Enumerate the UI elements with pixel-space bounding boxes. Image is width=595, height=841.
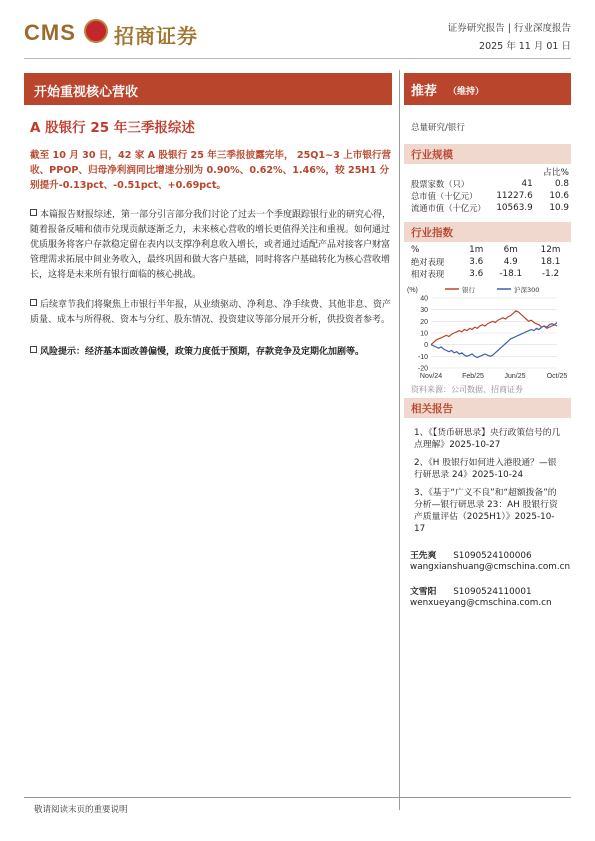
index-chart: [405, 284, 571, 382]
footer-note: 敬请阅读末页的重要说明: [34, 805, 128, 815]
analyst-email[interactable]: wenxueyang@cmschina.com.cn: [410, 598, 552, 608]
bullet-square-icon: [30, 209, 37, 216]
cell: 4.9: [503, 257, 518, 267]
y-tick-label: 10: [420, 330, 428, 338]
y-tick-label: -10: [417, 353, 428, 361]
table-header: [411, 244, 569, 256]
row-value: 41: [521, 179, 533, 189]
bullet-square-icon: [30, 299, 37, 306]
row-label: 相对表现: [411, 269, 445, 279]
legend-label: 沪深300: [514, 286, 540, 294]
doc-type: 证券研究报告 | 行业深度报告: [447, 23, 571, 34]
bullet-item: [30, 208, 394, 283]
column-divider: [399, 70, 400, 810]
row-pct: 10.9: [549, 203, 569, 213]
row-label: 流通市值（十亿元）: [411, 203, 486, 213]
cell: 3.6: [469, 269, 484, 279]
x-tick-label: Oct/25: [546, 373, 568, 380]
scale-table: [411, 165, 569, 214]
row-label: 股票家数（只）: [411, 179, 470, 189]
report-subtitle: A 股银行 25 年三季报综述: [30, 120, 195, 136]
x-tick-label: Jun/25: [504, 373, 526, 380]
bullet-text: 本篇报告财报综述，第一部分引言部分我们讨论了过去一个季度跟踪银行业的研究心得，随着报备反哺和债市兑现贡献逐渐乏力，未来核心营收的增长更值得关注和重视。如何通过优质服务将客户存款稳定留在表内以支撑净利息收入增长，或者通过适配产品对接客户财富管理需求拓展中间业务收入，最终巩固和做大客户基础，同时将客户基础转化为核心营收增长，这将是未来所有银行面临的核心挑战。: [30, 210, 392, 280]
x-tick-label: Feb/25: [462, 373, 484, 380]
row-pct: 10.6: [549, 191, 569, 201]
chart-source: 资料来源：公司数据、招商证券: [411, 385, 523, 394]
table-row: [411, 268, 569, 280]
industry-label: 总量研究/银行: [411, 123, 465, 133]
rating-status: （维持）: [448, 87, 485, 97]
analyst-id: S1090524110001: [453, 587, 532, 597]
analyst-2: [410, 584, 532, 597]
section-title-related: 相关报告: [411, 403, 453, 415]
y-tick-label: 20: [420, 318, 428, 326]
x-tick-label: Nov/24: [419, 373, 443, 380]
logo-company-name: 招商证券: [114, 24, 198, 48]
col-header: 6m: [503, 245, 518, 255]
related-report-item[interactable]: 1、《【货币研思录】央行政策信号的几点理解》2025-10-27: [414, 428, 561, 450]
row-label: 绝对表现: [411, 257, 445, 267]
summary-text: 截至 10 月 30 日，42 家 A 股银行 25 年三季报披露完毕， 25Q1~3 上市银行营收、PPOP、归母净利润同比增速分别为 0.90%、0.62%、1.46%，较 25H1 分别提升-0.13pct、-0.51pct、+0.69pct。: [30, 150, 392, 191]
section-title-index: 行业指数: [411, 227, 453, 239]
related-report-item[interactable]: 2、《H 股银行如何进入港股通？—银行研思录 24》2025-10-24: [414, 458, 557, 480]
bullet-text: 风险提示：经济基本面改善偏慢，政策力度低于预期，存款竞争及定期化加剧等。: [40, 347, 365, 357]
footer-divider: [24, 797, 571, 798]
bullet-item: [30, 298, 394, 328]
col-header: 12m: [540, 245, 561, 255]
y-axis-label: (%): [407, 287, 418, 294]
row-value: 10563.9: [496, 203, 533, 213]
y-tick-label: 0: [424, 342, 428, 350]
scale-header: 占比%: [543, 168, 569, 178]
analyst-1: [410, 548, 532, 561]
row-pct: 0.8: [555, 179, 569, 189]
logo-badge-icon: [84, 19, 108, 43]
cell: -1.2: [541, 269, 560, 279]
cell: 18.1: [540, 257, 561, 267]
y-tick-label: -20: [417, 365, 428, 373]
report-date: 2025 年 11 月 01 日: [479, 41, 571, 52]
series-line-银行: [431, 311, 557, 345]
col-header: 1m: [469, 245, 484, 255]
row-value: 11227.6: [496, 191, 533, 201]
performance-table: [411, 244, 569, 280]
analyst-name: 文雪阳: [410, 587, 437, 597]
analyst-name: 王先爽: [410, 551, 437, 561]
legend-label: 银行: [462, 286, 475, 294]
y-tick-label: 30: [420, 307, 428, 315]
cell: 3.6: [469, 257, 484, 267]
bullet-square-icon: [30, 346, 37, 353]
risk-warning: [30, 345, 394, 360]
table-row: [411, 178, 569, 190]
table-row: [411, 190, 569, 202]
logo-cms: CMS: [24, 20, 76, 45]
series-line-沪深300: [431, 323, 557, 358]
y-tick-label: 40: [420, 295, 428, 303]
table-row: [411, 202, 569, 214]
table-row: [411, 256, 569, 268]
col-header: %: [411, 245, 420, 255]
analyst-email[interactable]: wangxianshuang@cmschina.com.cn: [410, 562, 571, 572]
rating-label: 推荐: [411, 84, 438, 99]
row-label: 总市值（十亿元）: [411, 191, 478, 201]
analyst-id: S1090524100006: [453, 551, 532, 561]
related-report-item[interactable]: 3、《基于“广义不良”和“超额拨备”的分析—银行研思录 23：AH 股银行资产质量评估（2025H1）》2025-10-17: [414, 488, 558, 534]
section-title-scale: 行业规模: [411, 149, 453, 161]
report-title: 开始重视核心营收: [34, 85, 139, 100]
header-divider: [24, 58, 571, 59]
cell: -18.1: [499, 269, 523, 279]
bullet-text: 后续章节我们将聚焦上市银行半年报，从业绩驱动、净利息、净手续费、其他非息、资产质量、成本与所得税、资本与分红、股东情况、投资建议等部分展开分析，供投资者参考。: [30, 300, 392, 325]
